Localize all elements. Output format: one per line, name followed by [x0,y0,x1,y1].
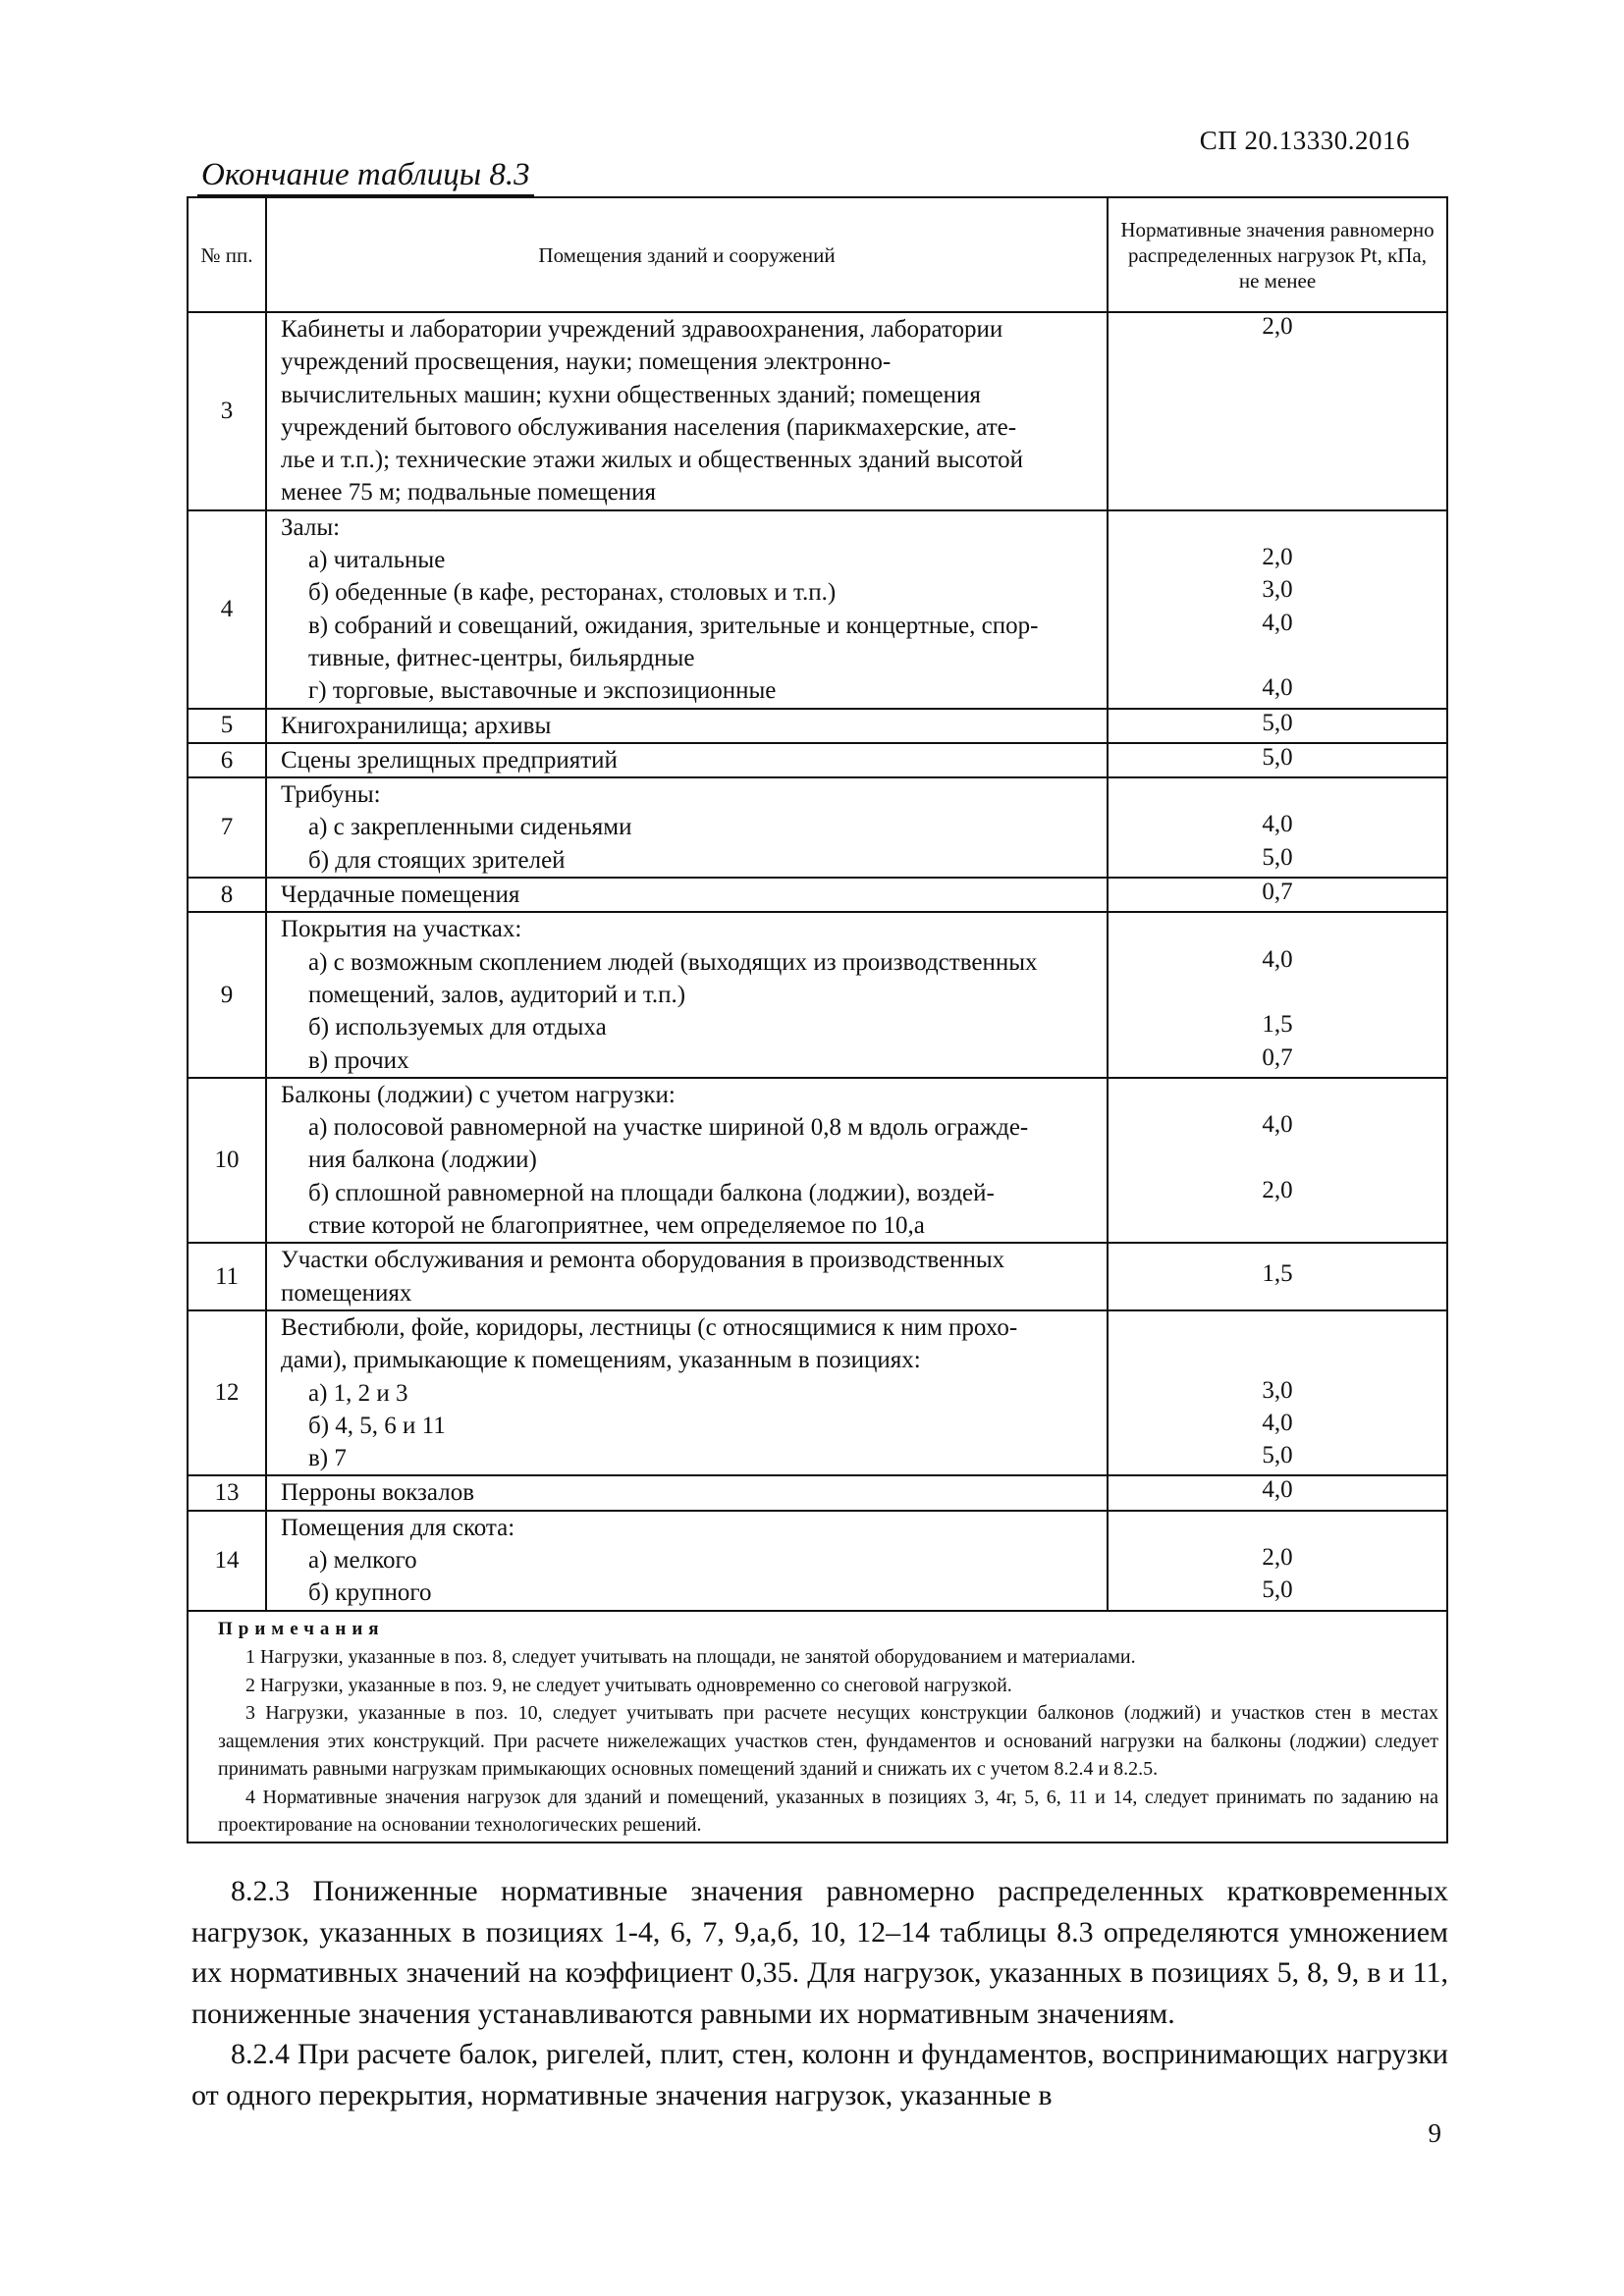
load-value [1109,444,1446,476]
table-row [188,1511,1447,1611]
note-item: 4 Нормативные значения нагрузок для зданий и помещений, указанных в позициях 3, 4г, 5, 6, 11 и 14, следует принимать по заданию на проектирование на основании технологических решений. [218,1786,1438,1837]
page-number: 9 [1428,2118,1441,2148]
load-values [1108,743,1447,777]
row-number: 3 [188,312,266,510]
room-description [266,510,1108,709]
load-value: 0,7 [1262,879,1293,906]
load-value: 3,0 [1262,576,1293,604]
room-line: а) с возможным скоплением людей (выходящих из производственных [308,948,1038,976]
load-value: 4,0 [1262,1409,1293,1436]
load-values [1108,1475,1447,1510]
load-values [1108,510,1447,709]
load-values [1108,777,1447,878]
load-value: 0,7 [1262,1043,1293,1071]
room-line: б) обеденные (в кафе, ресторанах, столовых и т.п.) [308,579,837,607]
load-values [1108,878,1447,912]
table-row [188,1310,1447,1475]
load-value: 2,0 [1262,1543,1293,1571]
row-number: 12 [188,1310,266,1475]
room-line: Трибуны: [281,781,381,809]
room-line: б) 4, 5, 6 и 11 [308,1412,446,1439]
room-line: Чердачные помещения [281,881,520,909]
paragraph-8-2-4: 8.2.4 При расчете балок, ригелей, плит, стен, колонн и фундаментов, воспринимающих нагрузки от одного перекрытия, нормативные значения нагрузок, указанные в [191,2038,1448,2111]
load-value: 2,0 [1262,544,1293,571]
load-values [1108,1243,1447,1310]
load-value [1109,1344,1446,1376]
table-row [188,912,1447,1077]
room-line: Покрытия на участках: [281,916,522,943]
row-number: 8 [188,878,266,912]
room-description [266,1310,1108,1475]
row-number: 7 [188,777,266,878]
room-line: помещениях [281,1279,412,1307]
load-value: 5,0 [1262,743,1293,771]
row-number: 13 [188,1475,266,1510]
room-line: г) торговые, выставочные и экспозиционные [308,677,777,705]
room-description [266,1243,1108,1310]
load-value: 5,0 [1262,1442,1293,1469]
room-line: б) сплошной равномерной на площади балкона (лоджии), воздей- [308,1179,995,1206]
load-value: 4,0 [1262,1476,1293,1504]
load-value [1109,979,1446,1011]
load-value [1109,1209,1446,1242]
room-line: в) прочих [308,1046,409,1074]
table-row [188,510,1447,709]
room-description [266,878,1108,912]
load-value: 5,0 [1262,1576,1293,1604]
room-line: дами), примыкающие к помещениям, указанным в позициях: [281,1347,921,1374]
room-description [266,1475,1108,1510]
load-value: 4,0 [1262,674,1293,702]
load-values [1108,312,1447,510]
room-line: ствие которой не благоприятнее, чем определяемое по 10,а [308,1212,925,1240]
load-value [1109,411,1446,444]
room-line: помещений, залов, аудиторий и т.п.) [308,981,686,1008]
load-values [1108,1078,1447,1243]
load-value [1109,379,1446,411]
load-value: 2,0 [1262,313,1293,340]
room-line: учреждений просвещения, науки; помещения электронно- [281,348,892,376]
room-description [266,1078,1108,1243]
note-item: 2 Нагрузки, указанные в поз. 9, не следует учитывать одновременно со снеговой нагрузкой. [245,1674,1012,1696]
table-row [188,777,1447,878]
room-line: а) читальные [308,547,446,574]
room-description [266,912,1108,1077]
room-line: менее 75 м; подвальные помещения [281,479,656,507]
room-line: Участки обслуживания и ремонта оборудования в производственных [281,1247,1005,1274]
room-description [266,777,1108,878]
room-description [266,709,1108,743]
room-line: б) используемых для отдыха [308,1014,607,1041]
load-value [1109,476,1446,508]
room-description [266,1511,1108,1611]
table-row [188,743,1447,777]
load-values [1108,912,1447,1077]
room-line: а) мелкого [308,1546,417,1574]
room-line: б) для стоящих зрителей [308,846,566,874]
header-values: Нормативные значения равномерно распределенных нагрузок Pt, кПа, не менее [1108,197,1447,312]
row-number: 10 [188,1078,266,1243]
room-line: Залы: [281,513,341,541]
room-line: ния балкона (лоджии) [308,1147,537,1174]
load-value: 2,0 [1262,1176,1293,1203]
load-value [1109,1079,1446,1111]
room-line: вычислительных машин; кухни общественных зданий; помещения [281,381,981,408]
room-line: Кабинеты и лаборатории учреждений здравоохранения, лаборатории [281,316,1003,343]
document-code: СП 20.13330.2016 [1199,126,1410,155]
paragraph-8-2-3: 8.2.3 Пониженные нормативные значения равномерно распределенных кратковременных нагрузок, указанных в позициях 1-4, 6, 7, 9,а,б, 10, 12–14 таблицы 8.3 определяются умножением их нормативных значений на коэффициент 0,35. Для нагрузок, указанных в позициях 5, 8, 9, в и 11, пониженные значения устанавливаются равными их нормативным значениям. [191,1875,1448,2030]
room-line: а) с закрепленными сиденьями [308,814,632,841]
room-line: Балконы (лоджии) с учетом нагрузки: [281,1081,676,1108]
row-number: 11 [188,1243,266,1310]
room-line: а) 1, 2 и 3 [308,1379,408,1407]
table-header-row [188,197,1447,312]
note-item: 3 Нагрузки, указанные в поз. 10, следует учитывать при расчете несущих конструкции балконов (лоджий) и участков стен в местах защемления этих конструкций. При расчете нижележащих участков стен, фундаментов и оснований нагрузки на балконы (лоджии) следует принимать равными нагрузкам примыкающих основных помещений зданий и снижать их с учетом 8.2.4 и 8.2.5. [218,1702,1438,1781]
room-line: Сцены зрелищных предприятий [281,746,618,774]
body-text [191,1871,1448,2115]
table-row [188,1475,1447,1510]
load-values [1108,1310,1447,1475]
room-line: Книгохранилища; архивы [281,712,552,739]
room-line: б) крупного [308,1579,432,1607]
row-number: 4 [188,510,266,709]
load-value: 4,0 [1262,811,1293,838]
table-row [188,1078,1447,1243]
load-value: 5,0 [1262,843,1293,871]
load-value: 1,5 [1262,1011,1293,1039]
table-notes [188,1611,1447,1842]
row-number: 9 [188,912,266,1077]
room-line: тивные, фитнес-центры, бильярдные [308,644,695,671]
room-description [266,743,1108,777]
header-num: № пп. [188,197,266,312]
room-description [266,312,1108,510]
load-value: 3,0 [1262,1376,1293,1404]
table-caption: Окончание таблицы 8.3 [201,157,530,192]
table-row [188,878,1447,912]
load-value [1109,913,1446,945]
load-values [1108,709,1447,743]
room-line: Перроны вокзалов [281,1479,474,1507]
table-row [188,1243,1447,1310]
table-row [188,312,1447,510]
row-number: 6 [188,743,266,777]
room-line: а) полосовой равномерной на участке шириной 0,8 м вдоль огражде- [308,1114,1029,1142]
loads-table [187,196,1448,1843]
load-value: 4,0 [1262,609,1293,636]
load-value [1109,346,1446,378]
room-line: в) собраний и совещаний, ожидания, зрительные и концертные, спор- [308,612,1039,639]
load-value: 4,0 [1262,945,1293,973]
notes-title: Примечания [218,1618,385,1639]
table-body [188,312,1447,1611]
load-value [1109,1144,1446,1176]
row-number: 14 [188,1511,266,1611]
room-line: Вестибюли, фойе, коридоры, лестницы (с относящимися к ним прохо- [281,1313,1018,1341]
room-line: в) 7 [308,1445,347,1472]
table-row [188,709,1447,743]
load-value [1109,511,1446,544]
load-value [1109,642,1446,674]
room-line: учреждений бытового обслуживания населения (парикмахерские, ате- [281,413,1017,441]
load-value: 1,5 [1262,1259,1293,1287]
room-line: лье и т.п.); технические этажи жилых и общественных зданий высотой [281,447,1024,474]
note-item: 1 Нагрузки, указанные в поз. 8, следует учитывать на площади, не занятой оборудованием и материалами. [245,1646,1136,1669]
notes-row [188,1611,1447,1842]
header-rooms: Помещения зданий и сооружений [266,197,1108,312]
load-value [1109,1512,1446,1544]
load-value: 5,0 [1262,709,1293,736]
load-values [1108,1511,1447,1611]
load-value [1109,1311,1446,1344]
load-value [1109,778,1446,811]
row-number: 5 [188,709,266,743]
room-line: Помещения для скота: [281,1514,515,1541]
load-value: 4,0 [1262,1111,1293,1139]
